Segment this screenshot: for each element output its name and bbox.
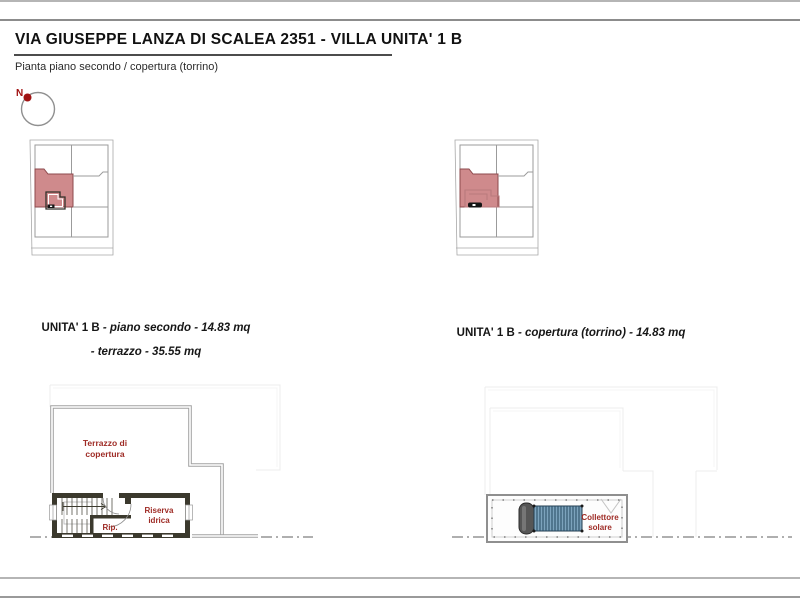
tank-room-label-line1: Riserva (144, 506, 174, 515)
terrace-label-line2: copertura (85, 449, 125, 459)
door-opening-terrace (103, 492, 119, 499)
solar-collector (519, 503, 584, 534)
title-underline (14, 54, 392, 56)
north-indicator (8, 82, 72, 138)
highlighted-unit-area (460, 169, 498, 207)
collector-label-line2: solare (588, 523, 612, 532)
collector-label-line1: Collettore (581, 513, 619, 522)
sheet-title: VIA GIUSEPPE LANZA DI SCALEA 2351 - VILLA UNITA' 1 B (15, 31, 463, 48)
unit-label-piano-secondo (28, 323, 264, 358)
tank-room-label-line2: idrica (148, 516, 170, 525)
unit-label-line1: UNITA' 1 B - piano secondo - 14.83 mq (41, 322, 251, 334)
keyplan-copertura (447, 136, 547, 262)
closet-wall (90, 515, 131, 519)
floor-plan-piano-secondo (28, 376, 320, 548)
sheet-subtitle: Pianta piano secondo / copertura (torrino) (15, 61, 219, 73)
north-label: N (16, 88, 24, 99)
sheet-frame-bottom-outer (0, 596, 800, 598)
closet-label: Rip. (102, 523, 118, 532)
collector-tank (519, 503, 534, 534)
terrace-label-line1: Terrazzo di (82, 438, 128, 448)
roof-plan-torrino (448, 376, 796, 548)
keyplan-piano-secondo (22, 136, 122, 262)
highlighted-unit-area (35, 169, 73, 207)
unit-label-line2: - terrazzo - 35.55 mq (90, 345, 202, 358)
sheet-frame-top-outer (0, 0, 800, 2)
sheet-frame-top-inner (0, 19, 800, 21)
unit-label-copertura: UNITA' 1 B - copertura (torrino) - 14.83 mq (456, 327, 686, 339)
sheet-frame-bottom-inner (0, 577, 800, 579)
north-dot (24, 94, 32, 102)
